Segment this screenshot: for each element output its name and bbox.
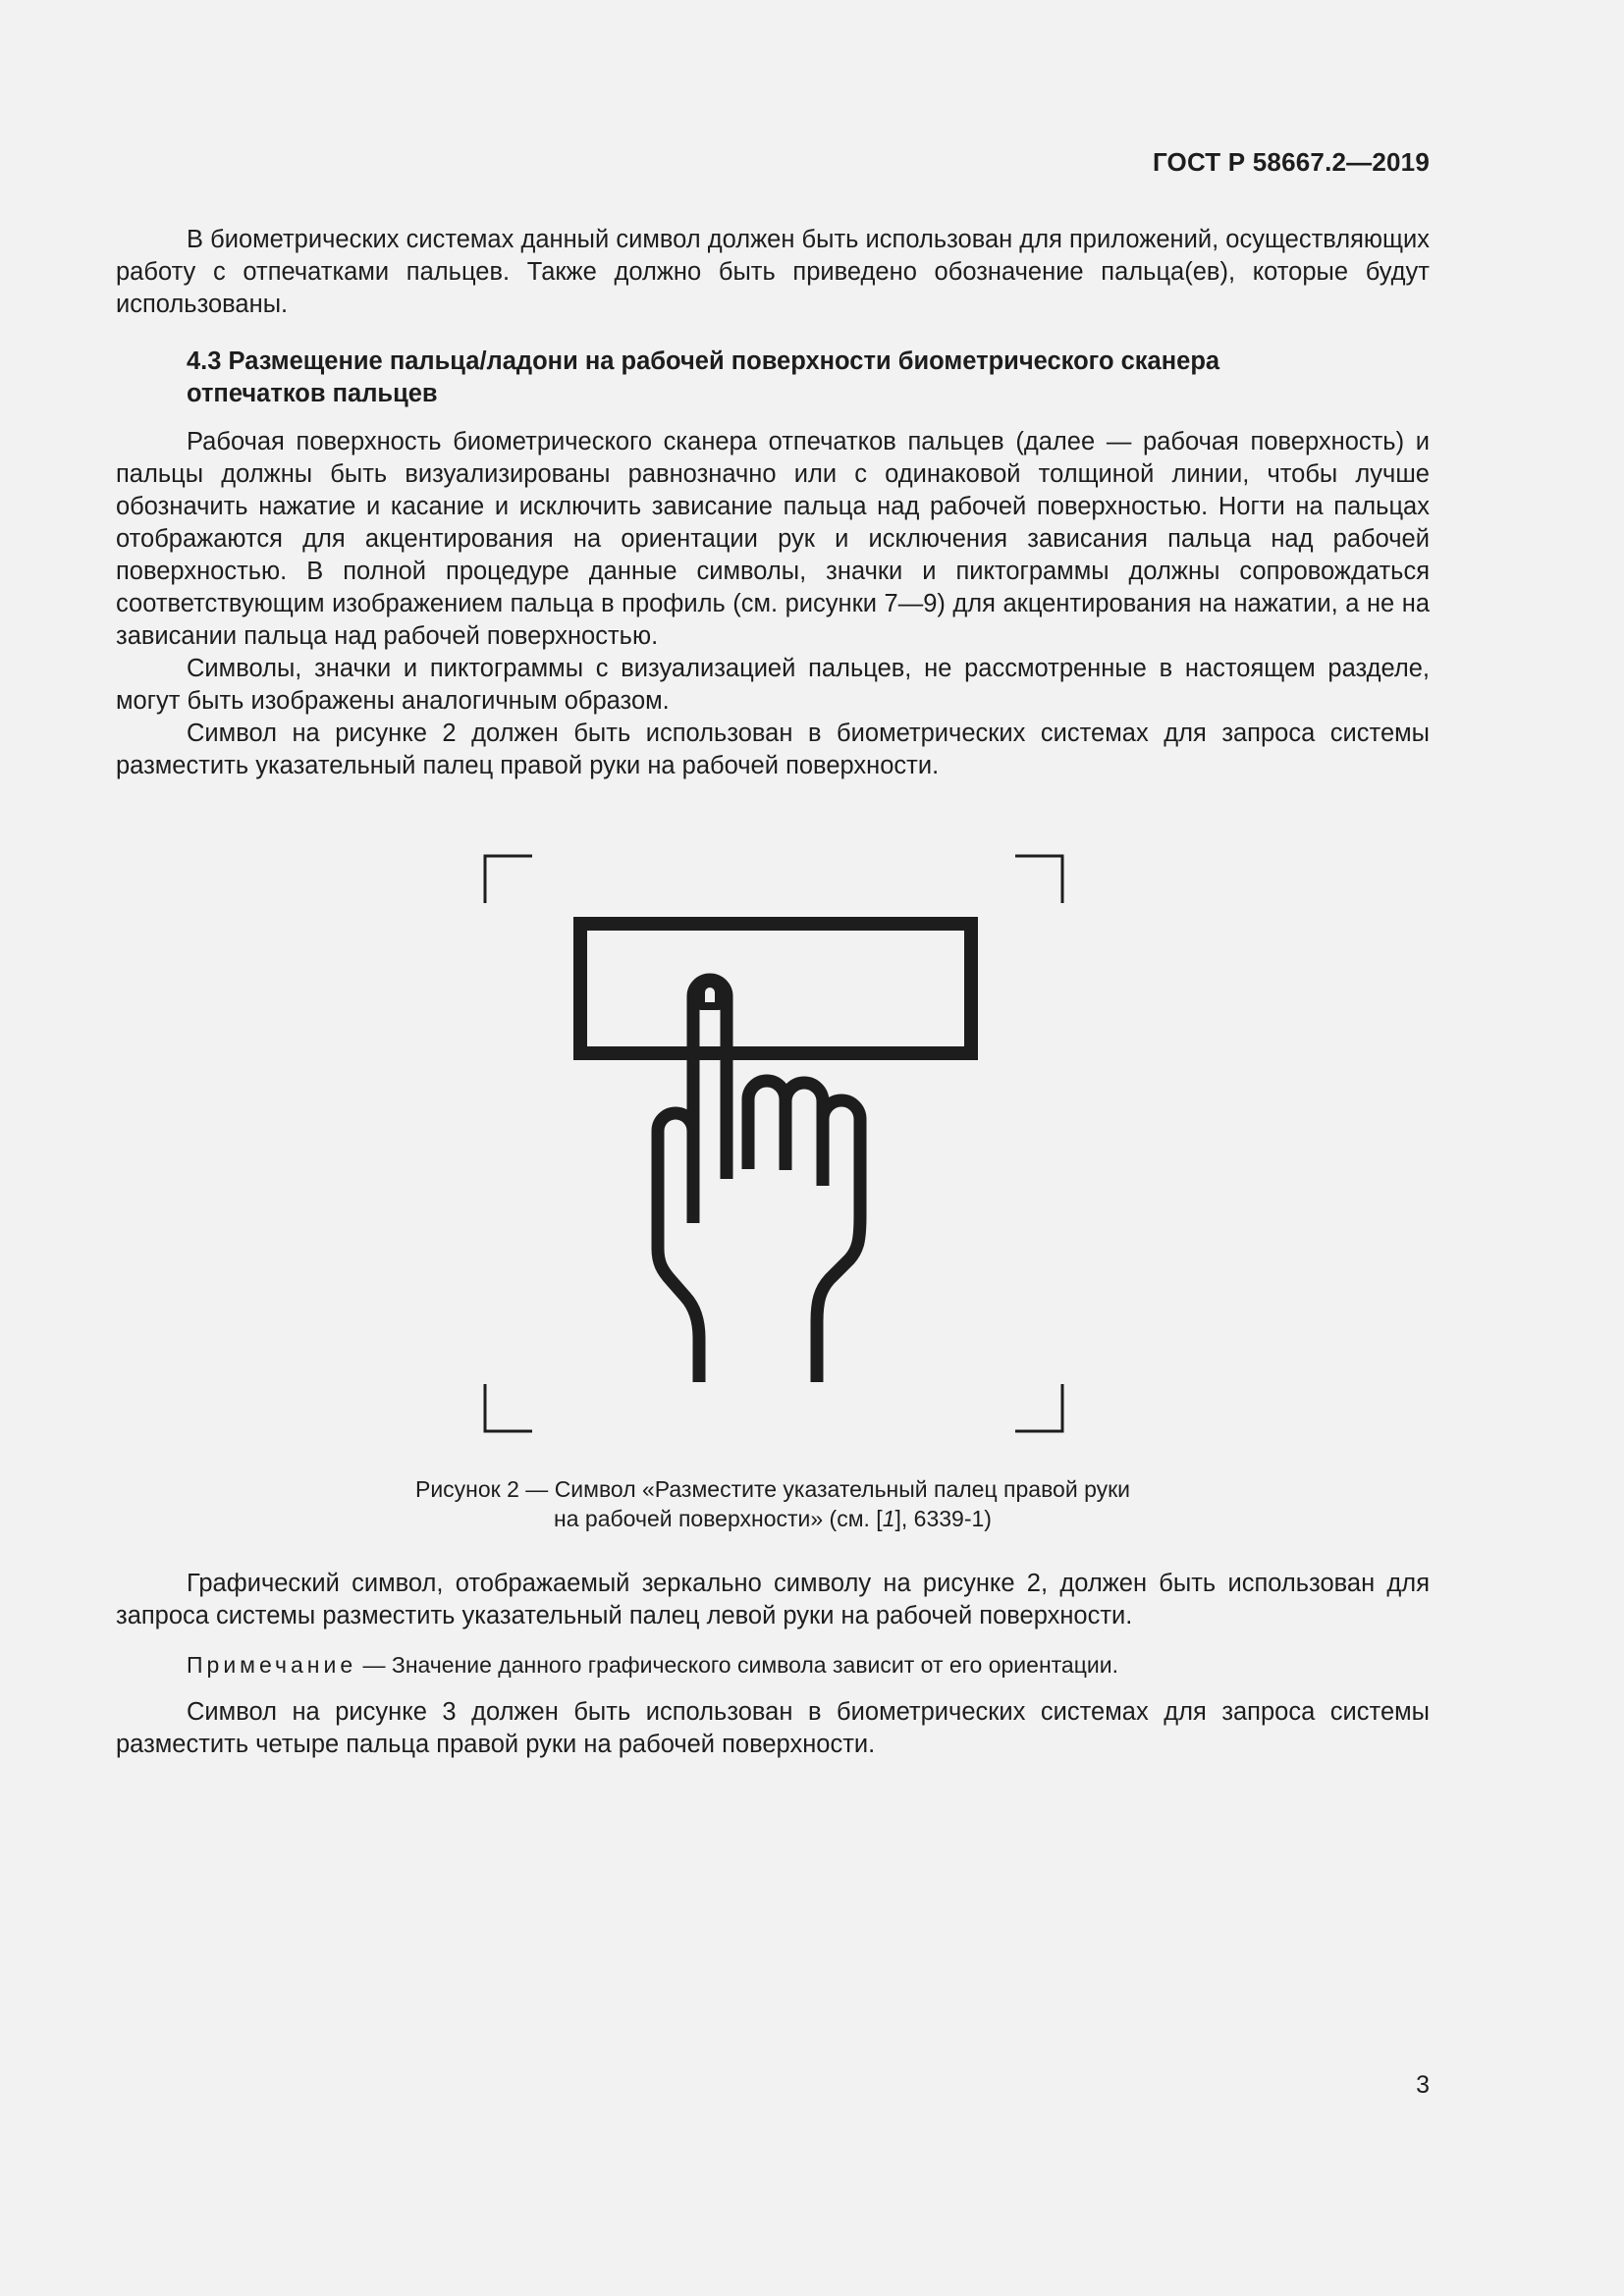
paragraph: Символ на рисунке 3 должен быть использован в биометрических системах для запроса системы разместить четыре пальца правой руки на рабочей поверхности. [116,1698,1430,1758]
paragraph: В биометрических системах данный символ должен быть использован для приложений, осуществляющих работу с отпечатками пальцев. Также должно быть приведено обозначение пальца(ев), которые будут использованы. [116,226,1430,318]
figure-caption [116,1474,1430,1533]
section-body [116,426,1430,782]
document-header: ГОСТ Р 58667.2—2019 [1152,147,1430,177]
figure-2-symbol [481,852,1066,1435]
figure-3-intro-paragraph [116,1696,1430,1761]
caption-text: ], 6339-1) [894,1506,992,1531]
intro-paragraph-block [116,224,1430,321]
index-finger-on-scanner-icon [481,852,1066,1435]
crop-mark-top-left [485,856,532,903]
note-text: — Значение данного графического символа зависит от его ориентации. [356,1652,1118,1678]
caption-reference: 1 [882,1506,895,1531]
paragraph: Символы, значки и пиктограммы с визуализацией пальцев, не рассмотренные в настоящем разделе, могут быть изображены аналогичным образом. [116,655,1430,715]
section-heading-line: отпечатков пальцев [187,380,438,407]
middle-finger [748,1081,785,1170]
thumb-and-palm-left [658,1113,699,1382]
caption-line: Рисунок 2 — Символ «Разместите указательный палец правой руки [414,1476,1131,1502]
paragraph: Рабочая поверхность биометрического сканера отпечатков пальцев (далее — рабочая поверхность) и пальцы должны быть визуализированы равнозначно или с одинаковой толщиной линии, чтобы лучше обозначить нажатие и касание и исключить зависание пальца над рабочей поверхностью. Ногти на пальцах отображаются для акцентирования на ориентации рук и исключения зависания пальца над рабочей поверхностью. В полной процедуре данные символы, значки и пиктограммы должны сопровождаться соответствующим изображением пальца в профиль (см. рисунки 7—9) для акцентирования на нажатии, а не на зависании пальца над рабочей поверхностью. [116,428,1430,650]
scanner-surface-rect [580,924,971,1053]
paragraph: Графический символ, отображаемый зеркально символу на рисунке 2, должен быть использован для запроса системы разместить указательный палец левой руки на рабочей поверхности. [116,1570,1430,1629]
crop-mark-top-right [1015,856,1062,903]
mirror-symbol-paragraph [116,1568,1430,1632]
crop-mark-bottom-right [1015,1384,1062,1431]
crop-mark-bottom-left [485,1384,532,1431]
caption-text: на рабочей поверхности» (см. [ [554,1506,883,1531]
paragraph: Символ на рисунке 2 должен быть использован в биометрических системах для запроса системы разместить указательный палец правой руки на рабочей поверхности. [116,720,1430,779]
caption-line [116,1504,1430,1533]
index-finger-outline [693,980,727,1223]
section-heading-4-3 [187,346,1365,410]
note [187,1650,1118,1680]
note-label: Примечание [187,1652,357,1678]
fingernail [701,984,719,1006]
page-number: 3 [1416,2071,1430,2099]
section-heading-line: 4.3 Размещение пальца/ладони на рабочей поверхности биометрического сканера [187,347,1220,375]
